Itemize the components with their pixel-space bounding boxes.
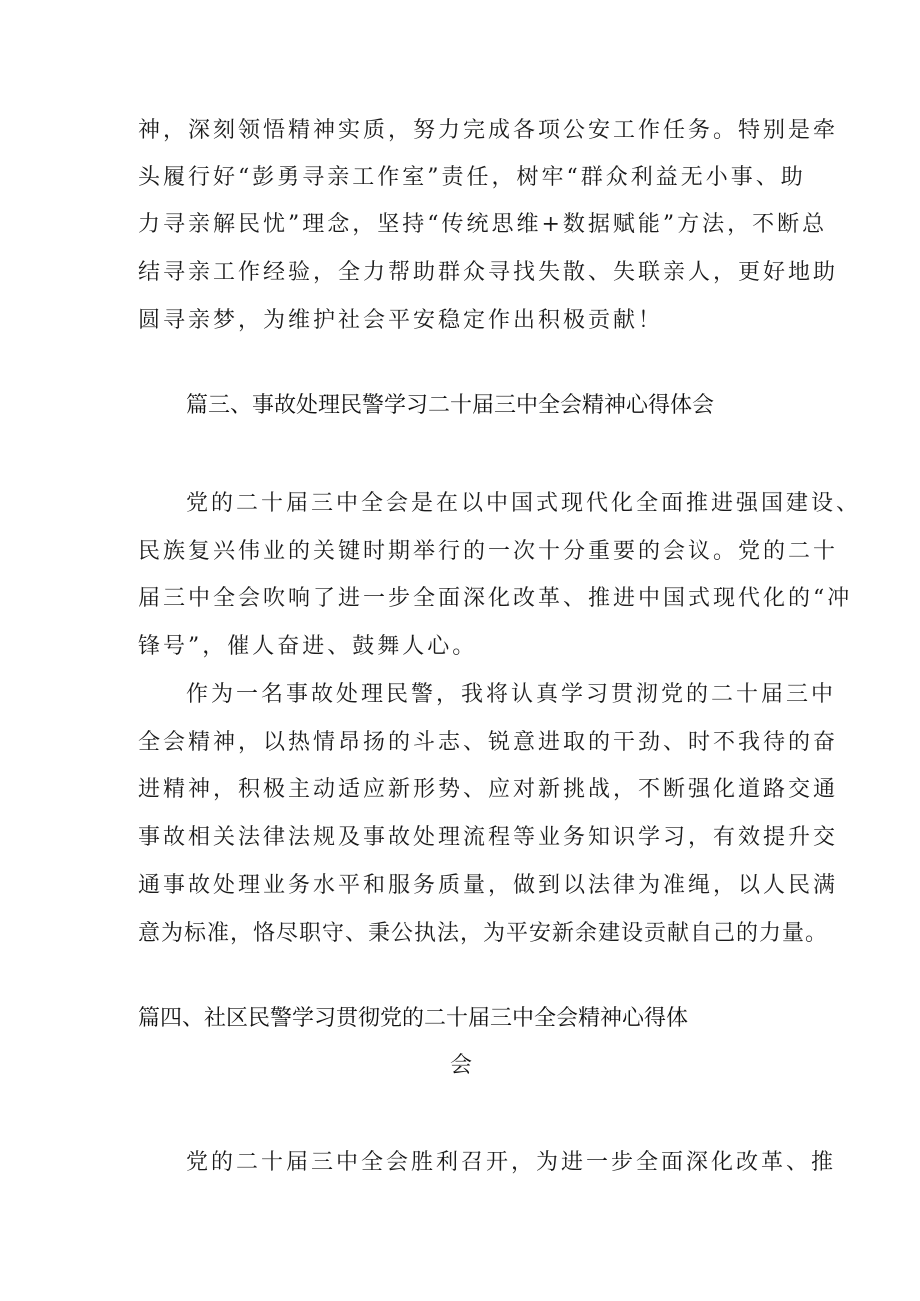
text-line: 进精神，积极主动适应新形势、应对新挑战，不断强化道路交通 [138, 777, 839, 802]
text-line: 党的二十届三中全会是在以中国式现代化全面推进强国建设、 [186, 491, 862, 516]
text-line: 作为一名事故处理民警，我将认真学习贯沏党的二十届三中 [186, 682, 837, 707]
text-line: 力寻亲解民忧”理念，坚持“传统思维+数据赋能”方法，不断总 [138, 212, 828, 237]
text-line: 意为标准，恪尽职守、秉公执法，为平安新余建设贡献自己的力量。 [138, 921, 829, 946]
text-line: 事故相关法律法规及事故处理流程等业务知识学习，有效提升交 [138, 825, 839, 850]
text-line: 头履行好“彭勇寻亲工作室”责任，树牢“群众利益无小事、助 [138, 165, 806, 190]
text-line: 圆寻亲梦，为维护社会平安稳定作出积极贡献！ [138, 308, 664, 333]
section-3-heading: 篇三、事故处理民警学习二十届三中全会精神心得体会 [186, 393, 715, 418]
section-4-heading-continued: 会 [450, 1053, 473, 1078]
text-line: 锋号”，催人奋进、鼓舞人心。 [138, 634, 478, 659]
section-4-heading: 篇四、社区民警学习贯彻党的二十届三中全会精神心得体 [138, 1006, 689, 1031]
text-line: 民族复兴伟业的关键时期举行的一次十分重要的会议。党的二十 [138, 539, 839, 564]
text-line: 通事故处理业务水平和服务质量，做到以法律为准绳，以人民满 [138, 873, 839, 898]
text-line: 全会精神，以热情昂扬的斗志、锐意进取的干劲、时不我待的奋 [138, 730, 839, 755]
text-line: 结寻亲工作经验，全力帮助群众寻找失散、失联亲人，更好地助 [138, 260, 839, 285]
text-line: 届三中全会吹响了进一步全面深化改革、推进中国式现代化的“冲 [138, 586, 853, 611]
text-line: 神，深刻领悟精神实质，努力完成各项公安工作任务。特别是牵 [138, 118, 839, 143]
text-line: 党的二十届三中全会胜利召开，为进一步全面深化改革、推 [186, 1150, 837, 1175]
